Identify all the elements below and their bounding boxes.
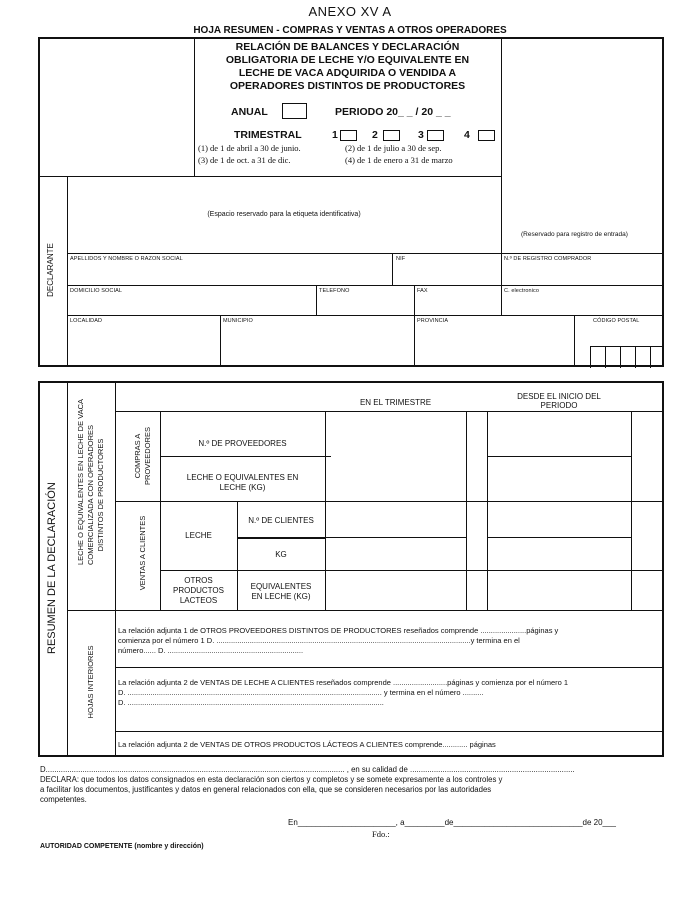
divider bbox=[631, 411, 632, 610]
divider bbox=[115, 731, 664, 732]
field-provincia[interactable]: PROVINCIA bbox=[417, 318, 449, 324]
hoja-3-line[interactable]: La relación adjunta 2 de VENTAS DE OTROS PRODUCTOS LÁCTEOS A CLIENTES comprende............ páginas bbox=[118, 740, 496, 749]
divider bbox=[466, 411, 467, 610]
divider bbox=[67, 610, 664, 611]
group-label-line-2: COMERCIALIZADA CON OPERADORES bbox=[86, 424, 95, 565]
hoja-2-line-2[interactable]: D. .......................................................................................................................... y termina en el número .......... bbox=[118, 688, 484, 697]
field-nif[interactable]: NIF bbox=[396, 256, 406, 262]
divider bbox=[67, 176, 68, 367]
divider bbox=[220, 315, 221, 367]
group-label-line-1: LECHE O EQUIVALENTES EN LECHE DE VACA bbox=[76, 398, 85, 565]
place-date-line[interactable]: En______________________, a_________de_____________________________de 20___ bbox=[288, 818, 616, 827]
declaration-line-1[interactable]: D.......................................................................................................................................... , en su calidad de ............................................................................ bbox=[40, 765, 575, 774]
divider bbox=[501, 37, 502, 253]
col-header-desde-line-1: DESDE EL INICIO DEL bbox=[517, 392, 601, 401]
divider bbox=[38, 176, 501, 177]
quarter-2-label: 2 bbox=[372, 129, 378, 141]
cell-desde-leche-equiv[interactable] bbox=[488, 457, 631, 501]
row-leche-equiv-line-1: LECHE O EQUIVALENTES EN bbox=[186, 473, 299, 482]
quarter-4-checkbox[interactable] bbox=[478, 130, 495, 141]
cell-desde-kg[interactable] bbox=[488, 538, 631, 570]
row-equiv-line-1: EQUIVALENTES bbox=[250, 582, 312, 591]
field-municipio[interactable]: MUNICIPIO bbox=[223, 318, 253, 324]
declarante-side-label: DECLARANTE bbox=[46, 243, 55, 297]
divider bbox=[115, 381, 116, 757]
divider bbox=[574, 315, 575, 367]
hoja-1-line-2[interactable]: comienza por el número 1 D. ..........................................................................................................................y termina en el bbox=[118, 636, 520, 645]
cell-trim-clientes[interactable] bbox=[326, 502, 466, 537]
registry-space-text: (Reservado para registro de entrada) bbox=[521, 231, 628, 238]
periodo-label: PERIODO 20_ _ / 20 _ _ bbox=[335, 106, 451, 118]
cell-trim-leche-equiv[interactable] bbox=[326, 457, 466, 501]
annex-number: ANEXO XV A bbox=[308, 4, 392, 19]
quarter-1-checkbox[interactable] bbox=[340, 130, 357, 141]
competent-authority-label: AUTORIDAD COMPETENTE (nombre y dirección) bbox=[40, 843, 204, 850]
field-correo[interactable]: C. electronico bbox=[504, 288, 540, 294]
postal-code-boxes[interactable] bbox=[590, 346, 664, 367]
field-fax[interactable]: FAX bbox=[417, 288, 428, 294]
cell-trim-kg[interactable] bbox=[326, 538, 466, 570]
divider bbox=[392, 253, 393, 285]
row-kg: KG bbox=[275, 550, 287, 559]
quarter-note-4: (4) de 1 de enero a 31 de marzo bbox=[345, 155, 453, 165]
anual-checkbox[interactable] bbox=[282, 103, 307, 119]
relation-title-line-1: RELACIÓN DE BALANCES Y DECLARACIÓN bbox=[235, 41, 460, 53]
divider bbox=[501, 253, 502, 315]
quarter-3-checkbox[interactable] bbox=[427, 130, 444, 141]
compras-label-line-1: COMPRAS A bbox=[133, 433, 142, 479]
col-header-trimestre: EN EL TRIMESTRE bbox=[359, 398, 432, 407]
relation-title-line-2: OBLIGATORIA DE LECHE Y/O EQUIVALENTE EN bbox=[225, 54, 470, 66]
field-localidad[interactable]: LOCALIDAD bbox=[70, 318, 103, 324]
divider bbox=[316, 285, 317, 315]
cell-trim-proveedores[interactable] bbox=[326, 412, 466, 456]
hoja-2-line-1[interactable]: La relación adjunta 2 de VENTAS DE LECHE A CLIENTES reseñados comprende ..........................páginas y comienza por el número 1 bbox=[118, 678, 569, 687]
hoja-1-line-3[interactable]: número...... D. ................................................................. bbox=[118, 646, 304, 655]
divider bbox=[67, 381, 68, 757]
divider bbox=[115, 667, 664, 668]
quarter-3-label: 3 bbox=[418, 129, 424, 141]
row-equiv-line-2: EN LECHE (KG) bbox=[251, 592, 311, 601]
ventas-label: VENTAS A CLIENTES bbox=[138, 515, 147, 591]
row-otros-line-1: OTROS bbox=[184, 576, 213, 585]
cell-desde-otros[interactable] bbox=[488, 571, 631, 610]
quarter-1-label: 1 bbox=[332, 129, 338, 141]
quarter-note-3: (3) de 1 de oct. a 31 de dic. bbox=[198, 155, 291, 165]
anual-label: ANUAL bbox=[231, 106, 268, 118]
declaration-line-4: competentes. bbox=[40, 795, 87, 804]
label-space-text: (Espacio reservado para la etiqueta identificativa) bbox=[207, 211, 361, 218]
summary-side-label: RESUMEN DE LA DECLARACIÓN bbox=[46, 482, 58, 654]
row-n-clientes: N.º DE CLIENTES bbox=[248, 516, 314, 525]
sheet-title: HOJA RESUMEN - COMPRAS Y VENTAS A OTROS OPERADORES bbox=[193, 25, 507, 36]
trimestral-label: TRIMESTRAL bbox=[234, 129, 302, 141]
row-leche-equiv-line-2: LECHE (KG) bbox=[219, 483, 266, 492]
divider bbox=[414, 285, 415, 367]
divider bbox=[67, 285, 664, 286]
declaration-line-3: a facilitar los documentos, justificantes y datos en general relacionados con ella, que se consideren necesarios por las autoridades bbox=[40, 785, 492, 794]
field-codigo-postal[interactable]: CÓDIGO POSTAL bbox=[593, 318, 640, 324]
row-leche: LECHE bbox=[185, 531, 212, 540]
divider bbox=[160, 456, 331, 457]
compras-label-line-2: PROVEEDORES bbox=[143, 427, 152, 485]
relation-title-line-4: OPERADORES DISTINTOS DE PRODUCTORES bbox=[229, 80, 466, 92]
divider bbox=[237, 537, 325, 539]
hoja-1-line-1[interactable]: La relación adjunta 1 de OTROS PROVEEDORES DISTINTOS DE PRODUCTORES reseñados comprende ......................páginas y bbox=[118, 626, 559, 635]
field-domicilio[interactable]: DOMICILIO SOCIAL bbox=[70, 288, 123, 294]
row-n-proveedores: N.º DE PROVEEDORES bbox=[198, 439, 287, 448]
cell-desde-clientes[interactable] bbox=[488, 502, 631, 537]
hoja-2-line-3[interactable]: D. ........................................................................................................................... bbox=[118, 698, 384, 707]
cell-desde-proveedores[interactable] bbox=[488, 412, 631, 456]
field-telefono[interactable]: TELEFONO bbox=[319, 288, 350, 294]
declaration-line-2: DECLARA: que todos los datos consignados en esta declaración son ciertos y completos y se somete expresamente a los controles y bbox=[40, 775, 503, 784]
quarter-note-1: (1) de 1 de abril a 30 de junio. bbox=[198, 143, 301, 153]
quarter-note-2: (2) de 1 de julio a 30 de sep. bbox=[345, 143, 442, 153]
field-registro[interactable]: N.º DE REGISTRO COMPRADOR bbox=[504, 256, 592, 262]
divider bbox=[67, 253, 664, 254]
signature-label: Fdo.: bbox=[372, 829, 390, 839]
quarter-2-checkbox[interactable] bbox=[383, 130, 400, 141]
row-otros-line-3: LACTEOS bbox=[179, 596, 218, 605]
group-label-line-3: DISTINTOS DE PRODUCTORES bbox=[96, 438, 105, 552]
hojas-interiores-label: HOJAS INTERIORES bbox=[86, 645, 95, 719]
col-header-desde-line-2: PERIODO bbox=[540, 401, 578, 410]
row-otros-line-2: PRODUCTOS bbox=[173, 586, 224, 595]
relation-title-line-3: LECHE DE VACA ADQUIRIDA O VENDIDA A bbox=[238, 67, 457, 79]
cell-trim-otros[interactable] bbox=[326, 571, 466, 610]
field-apellidos[interactable]: APELLIDOS Y NOMBRE O RAZON SOCIAL bbox=[70, 256, 183, 262]
quarter-4-label: 4 bbox=[464, 129, 470, 141]
